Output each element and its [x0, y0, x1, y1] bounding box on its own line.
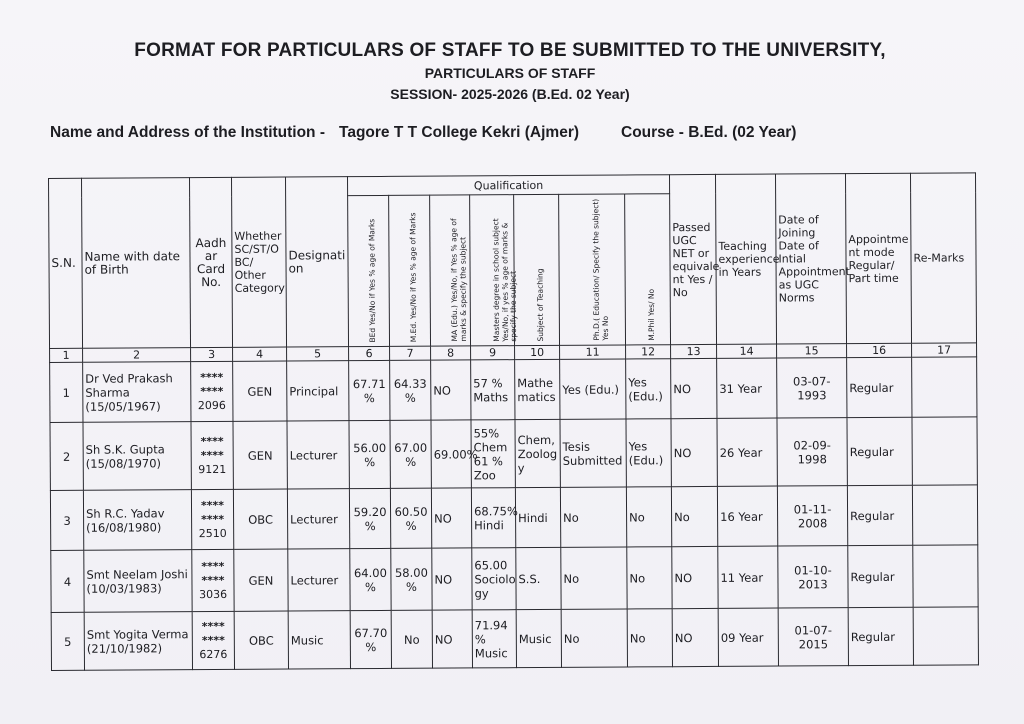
- ugc-cell: No: [671, 486, 717, 546]
- phd-cell: Yes (Edu.): [560, 359, 626, 419]
- ugc-cell: NO: [671, 418, 717, 486]
- column-number: 4: [233, 347, 287, 361]
- aadhar-cell: [191, 421, 233, 489]
- name-cell: Sh R.C. Yadav (16/08/1980): [83, 490, 191, 551]
- column-number: 16: [847, 343, 912, 357]
- sn-cell: 2: [50, 422, 83, 490]
- name-cell: Smt Neelam Joshi (10/03/1983): [84, 550, 192, 613]
- bed-cell: 59.20 %: [349, 488, 390, 548]
- mphil-cell: No: [627, 609, 672, 667]
- designation-cell: Lecturer: [288, 549, 350, 611]
- document-title: FORMAT FOR PARTICULARS OF STAFF TO BE SUBMITTED TO THE UNIVERSITY,: [134, 40, 886, 61]
- aadhar-mask: ****: [200, 370, 224, 384]
- doj-cell: 03-07-1993: [777, 358, 847, 418]
- masters-cell: 57 % Maths: [471, 360, 515, 420]
- subject-cell: S.S.: [516, 547, 561, 609]
- designation-cell: Music: [288, 611, 350, 669]
- header-bed: BEd Yes/No if Yes % age of Marks: [348, 195, 390, 346]
- mode-cell: Regular: [847, 417, 912, 485]
- header-phd: Ph.D.( Education/ Specify the subject) Yes No: [559, 194, 626, 345]
- ma-edu-cell: NO: [431, 488, 471, 548]
- aadhar-mask: ****: [201, 512, 225, 526]
- column-number: 1: [50, 348, 83, 362]
- bed-cell: 67.71 %: [349, 360, 390, 420]
- remarks-cell: [912, 485, 977, 545]
- category-cell: OBC: [234, 611, 288, 669]
- column-number: 15: [777, 344, 847, 358]
- header-remarks: Re-Marks: [911, 173, 977, 343]
- header-mode: Appointme nt mode Regular/ Part time: [846, 173, 912, 343]
- aadhar-last-digits: 6276: [199, 647, 228, 661]
- table-row: [50, 485, 977, 551]
- mphil-cell: No: [627, 547, 672, 609]
- header-designation: Designati on: [285, 177, 348, 347]
- experience-cell: 16 Year: [717, 486, 777, 546]
- aadhar-last-digits: 2510: [198, 526, 227, 540]
- sn-cell: 3: [50, 490, 83, 550]
- institution-label: Name and Address of the Institution -: [50, 124, 325, 141]
- aadhar-cell: [192, 611, 234, 669]
- experience-cell: 31 Year: [717, 358, 777, 418]
- phd-cell: No: [560, 487, 626, 547]
- institution-line: [50, 124, 930, 142]
- aadhar-mask: ****: [201, 573, 225, 587]
- mode-cell: Regular: [848, 607, 913, 665]
- header-name: Name with date of Birth: [82, 178, 191, 349]
- category-cell: GEN: [233, 421, 287, 489]
- header-mphil: M.Phil Yes/ No: [625, 194, 671, 345]
- mode-cell: Regular: [848, 545, 913, 607]
- masters-cell: 68.75% Hindi: [471, 488, 515, 548]
- experience-cell: 09 Year: [718, 608, 778, 666]
- phd-cell: No: [561, 547, 627, 609]
- name-cell: Dr Ved Prakash Sharma (15/05/1967): [83, 362, 191, 423]
- staff-table: [48, 172, 979, 671]
- document-subtitle: PARTICULARS OF STAFF: [424, 65, 596, 81]
- mode-cell: Regular: [847, 357, 912, 417]
- column-number: 12: [626, 345, 671, 359]
- category-cell: GEN: [233, 361, 287, 421]
- subject-cell: Music: [516, 609, 561, 667]
- designation-cell: Lecturer: [287, 489, 349, 549]
- remarks-cell: [913, 545, 978, 607]
- aadhar-mask: ****: [200, 448, 224, 462]
- subject-cell: Chem, Zoolog y: [515, 419, 560, 487]
- header-experience: Teaching experience in Years: [716, 174, 777, 344]
- mphil-cell: Yes (Edu.): [626, 359, 671, 419]
- header-doj: Date of Joining Date of Intial Appointment as UGC Norms: [776, 174, 847, 344]
- designation-cell: Lecturer: [287, 421, 349, 489]
- header-ma-edu: MA (Edu.) Yes/No, if Yes % age of marks & specify the subject: [430, 195, 471, 346]
- ugc-cell: NO: [671, 358, 717, 418]
- ma-edu-cell: NO: [432, 610, 472, 668]
- session-line: SESSION- 2025-2026 (B.Ed. 02 Year): [390, 86, 630, 102]
- remarks-cell: [912, 417, 977, 485]
- column-number: 17: [912, 343, 977, 357]
- header-subject: Subject of Teaching: [514, 194, 560, 345]
- bed-cell: 64.00 %: [350, 548, 391, 610]
- column-number: 7: [390, 346, 431, 360]
- column-number: 6: [349, 346, 390, 360]
- column-number: 8: [431, 346, 471, 360]
- experience-cell: 11 Year: [718, 546, 778, 608]
- column-number: 9: [471, 346, 515, 360]
- name-cell: Sh S.K. Gupta (15/08/1970): [83, 422, 191, 491]
- column-number: 5: [287, 347, 349, 361]
- aadhar-last-digits: 2096: [197, 398, 226, 412]
- masters-cell: 71.94 % Music: [472, 610, 516, 668]
- category-cell: GEN: [234, 549, 288, 611]
- remarks-cell: [912, 357, 977, 417]
- ma-edu-cell: NO: [431, 360, 471, 420]
- header-ugc: Passed UGC NET or equivale nt Yes / No: [670, 174, 717, 344]
- table-row: [50, 417, 977, 491]
- subject-cell: Mathe matics: [515, 359, 560, 419]
- med-cell: 58.00 %: [391, 548, 432, 610]
- subject-cell: Hindi: [515, 487, 560, 547]
- doj-cell: 01-11-2008: [777, 486, 847, 546]
- aadhar-cell: [192, 549, 234, 611]
- phd-cell: Tesis Submitted: [560, 419, 626, 487]
- course-label: Course -: [621, 124, 684, 141]
- header-sn: S.N.: [49, 178, 83, 348]
- designation-cell: Principal: [287, 361, 349, 421]
- bed-cell: 56.00 %: [349, 420, 390, 488]
- institution-value: Tagore T T College Kekri (Ajmer): [339, 124, 580, 141]
- column-number: 13: [671, 344, 717, 358]
- aadhar-mask: ****: [200, 498, 225, 512]
- med-cell: No: [391, 610, 432, 668]
- mphil-cell: Yes (Edu.): [626, 419, 671, 487]
- aadhar-mask: ****: [201, 559, 225, 573]
- category-cell: OBC: [233, 489, 287, 549]
- header-masters: Masters degree in school subject Yes/No, if yes % age of marks & specify the subject: [470, 195, 515, 346]
- remarks-cell: [913, 607, 978, 665]
- table-row: [50, 357, 977, 423]
- name-cell: Smt Yogita Verma (21/10/1982): [84, 612, 192, 671]
- ma-edu-cell: 69.00%: [431, 420, 471, 488]
- masters-cell: 55% Chem 61 % Zoo: [471, 420, 515, 488]
- ugc-cell: NO: [672, 546, 718, 608]
- aadhar-cell: [191, 361, 233, 421]
- column-number: 14: [717, 344, 777, 358]
- phd-cell: No: [561, 609, 627, 667]
- header-med: M.Ed. Yes/No if Yes % age of Marks: [389, 195, 431, 346]
- aadhar-last-digits: 3036: [199, 587, 228, 601]
- ugc-cell: NO: [672, 608, 718, 666]
- bed-cell: 67.70 %: [350, 610, 391, 668]
- med-cell: 64.33 %: [390, 360, 431, 420]
- sn-cell: 4: [51, 550, 84, 612]
- ma-edu-cell: NO: [432, 548, 472, 610]
- doj-cell: 02-09-1998: [777, 418, 847, 486]
- aadhar-mask: ****: [200, 434, 224, 448]
- aadhar-mask: ****: [200, 384, 224, 398]
- aadhar-last-digits: 9121: [198, 462, 227, 476]
- experience-cell: 26 Year: [717, 418, 777, 486]
- masters-cell: 65.00 Sociolo gy: [472, 548, 516, 610]
- doj-cell: 01-07-2015: [778, 608, 848, 666]
- course-value: B.Ed. (02 Year): [688, 124, 797, 141]
- med-cell: 67.00 %: [390, 420, 431, 488]
- header-qualification-group: Qualification: [347, 175, 669, 196]
- mphil-cell: No: [626, 487, 671, 547]
- column-number: 11: [560, 345, 626, 359]
- header-aadhar: Aadh ar Card No.: [190, 177, 233, 347]
- table-row: [51, 545, 978, 613]
- column-number: 3: [191, 347, 233, 361]
- aadhar-cell: [191, 489, 233, 549]
- med-cell: 60.50 %: [390, 488, 431, 548]
- sn-cell: 1: [50, 362, 83, 422]
- aadhar-mask: ****: [201, 633, 225, 647]
- header-category: Whether SC/ST/O BC/ Other Category: [231, 177, 286, 347]
- table-row: [51, 607, 978, 671]
- column-number: 10: [515, 345, 560, 359]
- mode-cell: Regular: [847, 485, 912, 545]
- column-number: 2: [83, 348, 191, 363]
- doj-cell: 01-10-2013: [778, 546, 848, 608]
- sn-cell: 5: [51, 612, 84, 670]
- aadhar-mask: ****: [201, 619, 225, 633]
